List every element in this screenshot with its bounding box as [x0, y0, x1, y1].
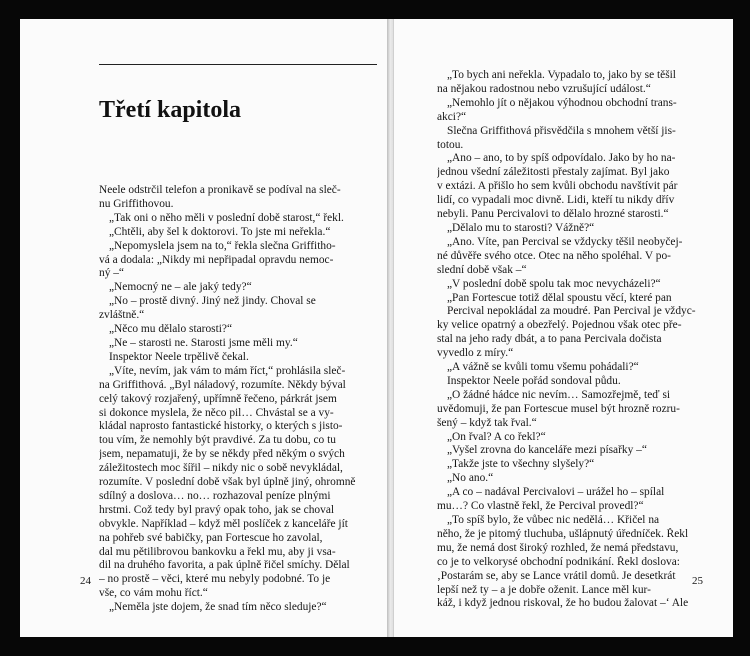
left-page-text — [99, 184, 378, 615]
left-page — [20, 19, 390, 637]
text-line: lidí, co vypadali moc divně. Lidi, kteří tu nikdy dřív — [437, 194, 675, 207]
text-line: vše, co vám mohu říct.“ — [99, 587, 208, 600]
text-line: „A vážně se kvůli tomu všemu pohádali?“ — [447, 361, 639, 374]
text-line: totou. — [437, 138, 464, 151]
text-line: stal na jeho rady dbát, a to pana Percivala dočista — [437, 333, 662, 346]
text-line: „Takže jste to všechny slyšely?“ — [447, 458, 595, 471]
text-line: „Ano. Víte, pan Percival se vždycky těšil neobyčej- — [447, 235, 683, 248]
text-line: Neele odstrčil telefon a pronikavě se podíval na sleč- — [99, 184, 341, 196]
text-line: nebyli. Panu Percivalovi to dělalo hrozné starosti.“ — [437, 208, 669, 221]
chapter-rule — [99, 64, 377, 65]
text-line: „Chtěli, aby šel k doktorovi. To jste mi neřekla.“ — [109, 225, 331, 238]
text-line: „A co – nadával Percivalovi – urážel ho – spílal — [447, 486, 665, 499]
text-line: Inspektor Neele trpělivě čekal. — [109, 350, 249, 363]
text-line: zvláštně.“ — [99, 309, 145, 322]
text-line: Slečna Griffithová přisvědčila s mnohem větší jis- — [447, 124, 676, 137]
right-page-text — [437, 69, 707, 611]
text-line: šený – když tak řval.“ — [437, 416, 537, 429]
text-line: sdílný a doslova… no… rozhazoval peníze plnými — [99, 489, 331, 502]
text-line: na Griffithová. „Byl náladový, rozumíte. Někdy býval — [99, 378, 346, 391]
text-line: „Nemohlo jít o nějakou výhodnou obchodní trans- — [447, 96, 677, 109]
text-line: rozumíte. V poslední době však byl úplně jiný, ohromně — [99, 476, 356, 489]
text-line: „O žádné hádce nic nevím… Samozřejmě, teď si — [447, 388, 671, 401]
page-number-left: 24 — [80, 575, 91, 587]
text-line: dil na druhého favorita, a pak úplně řičel smíchy. Dělal — [99, 559, 350, 572]
text-line: co je to velkorysé obchodní podnikání. Řekl doslova: — [437, 555, 680, 568]
text-line: vyvedlo z míry.“ — [437, 347, 514, 360]
text-line: „Dělalo mu to starosti? Vážně?“ — [447, 221, 595, 234]
text-line: tou vím, že nemohly být pravdivé. Za tu dobu, co tu — [99, 434, 336, 447]
text-line: slední době však –“ — [437, 263, 527, 276]
text-line: na pohřeb své babičky, pan Fortescue ho zavolal, — [99, 531, 323, 544]
chapter-title: Třetí kapitola — [99, 97, 241, 123]
text-line: „Nemocný ne – ale jaký tedy?“ — [109, 281, 252, 294]
text-line: „Víte, nevím, jak vám to mám říct,“ prohlásila sleč- — [109, 364, 346, 377]
text-line: „To spíš bylo, že vůbec nic nedělá… Křičel na — [447, 514, 660, 526]
text-line: „No – prostě divný. Jiný než jindy. Choval se — [109, 295, 316, 308]
text-line: „No ano.“ — [447, 472, 494, 485]
text-line: v extázi. A přišlo ho sem kvůli obchodu navštívit pár — [437, 180, 678, 193]
text-line: – no prostě – věci, které mu nebyly podobné. To je — [99, 573, 331, 586]
text-line: „Vyšel zrovna do kanceláře mezi písařky –“ — [447, 444, 647, 457]
text-line: mu…? Co vlastně řekl, že Percival provedl?“ — [437, 500, 644, 513]
text-line: uvědomuji, že pan Fortescue musel být hrozně rozru- — [437, 402, 680, 415]
text-line: né důvěře svého otce. Otec na něho spoléhal. V po- — [437, 249, 671, 262]
text-line: hrstmi. Což tedy byl pravý opak toho, jak se choval — [99, 503, 335, 516]
text-line: ný –“ — [99, 267, 124, 280]
text-line: nu Griffithovou. — [99, 197, 174, 210]
text-line: „V poslední době spolu tak moc nevycházeli?“ — [447, 277, 661, 290]
text-line: lepší než ty – a je dobře oženit. Lance měl kur- — [437, 583, 651, 596]
text-line: obvykle. Například – když měl poslíček z kanceláře jít — [99, 517, 348, 530]
text-line: „Ano – ano, to by spíš odpovídalo. Jako by ho na- — [447, 152, 676, 165]
text-line: káž, i když jednou riskoval, že ho budou žalovat –‘ Ale — [437, 597, 689, 610]
text-line: záležitostech moc šířil – nikdy nic o sobě nevykládal, — [99, 462, 343, 475]
text-line: mu, že nemá dost široký rozhled, že nemá představu, — [437, 541, 679, 554]
text-line: „On řval? A co řekl?“ — [447, 430, 546, 443]
text-line: „Pan Fortescue totiž dělal spoustu věcí, které pan — [447, 291, 672, 304]
text-line: „Tak oni o něho měli v poslední době starost,“ řekl. — [109, 211, 344, 224]
text-line: si dokonce myslela, že něco pil… Chvástal se a vy- — [99, 406, 334, 419]
text-line: „To bych ani neřekla. Vypadalo to, jako by se těšil — [447, 69, 676, 81]
text-line: ‚Postarám se, aby se Lance vrátil domů. Je desetkrát — [437, 569, 676, 582]
text-line: Percival nepokládal za moudré. Pan Percival je vždyc- — [447, 305, 696, 318]
text-line: jednou všední záležitosti přestaly zajímat. Byl jako — [437, 166, 670, 179]
right-page — [393, 19, 733, 637]
text-line: Inspektor Neele pořád sondoval půdu. — [447, 374, 621, 387]
page-number-right: 25 — [692, 575, 703, 587]
text-line: vá a dodala: „Nikdy mi nepřipadal opravdu nemoc- — [99, 253, 334, 266]
text-line: ky velice opatrný a obezřelý. Pojednou však otec pře- — [437, 319, 682, 332]
text-line: jsem, nepamatuji, že by se někdy před někým o svých — [99, 448, 345, 461]
text-line: celý takový rozjařený, upřímně řečeno, párkrát jsem — [99, 392, 337, 405]
text-line: „Ne – starosti ne. Starosti jsme měli my.“ — [109, 336, 298, 349]
text-line: „Neměla jste dojem, že snad tím něco sleduje?“ — [109, 601, 327, 614]
text-line: akci?“ — [437, 110, 467, 123]
text-line: „Něco mu dělalo starosti?“ — [109, 323, 233, 336]
text-line: kládal naprosto fantastické historky, o kterých s jisto- — [99, 420, 343, 433]
text-line: na nějakou radostnou nebo vzrušující událost.“ — [437, 82, 651, 95]
text-line: „Nepomyslela jsem na to,“ řekla slečna Griffitho- — [109, 239, 336, 252]
text-line: dal mu pětilibrovou bankovku a řekl mu, aby ji vsa- — [99, 545, 336, 558]
text-line: něho, že je pitomý tluchuba, ušlápnutý úředníček. Řekl — [437, 527, 689, 540]
